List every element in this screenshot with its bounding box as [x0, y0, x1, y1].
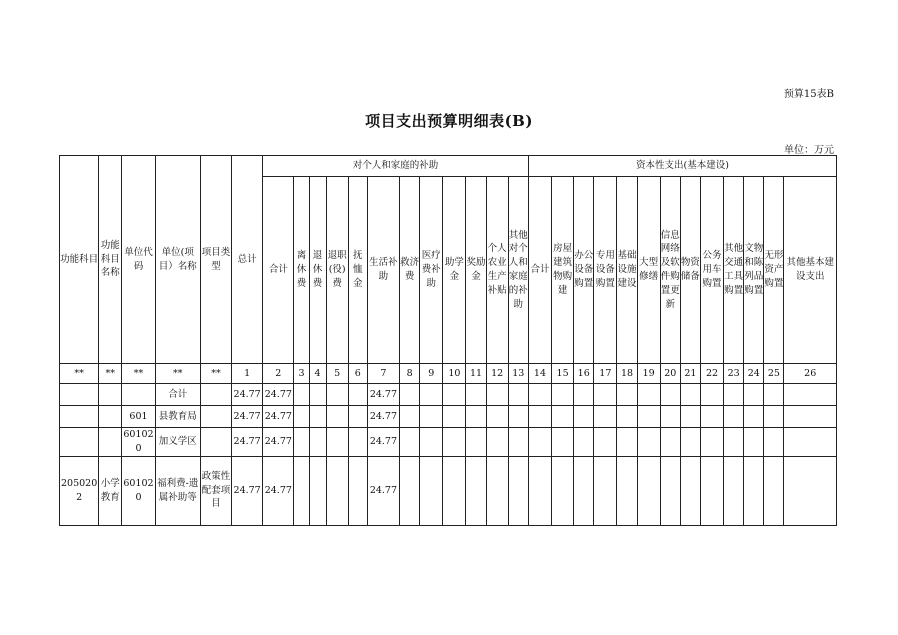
index-cell: **	[122, 364, 155, 384]
index-cell: 10	[443, 364, 466, 384]
index-cell: **	[99, 364, 122, 384]
cell-empty	[784, 428, 837, 457]
cell-p-total: 24.77	[263, 456, 294, 525]
cell-empty	[574, 406, 594, 428]
index-cell: 8	[400, 364, 420, 384]
header-p5: 生活补助	[367, 177, 399, 364]
cell-empty	[574, 456, 594, 525]
cell-empty	[744, 428, 764, 457]
index-cell: **	[155, 364, 200, 384]
cell-empty	[617, 406, 637, 428]
header-unit-code: 单位代码	[122, 156, 155, 364]
cell-func-name	[99, 406, 122, 428]
cell-empty	[528, 428, 551, 457]
header-c-total: 合计	[528, 177, 551, 364]
cell-empty	[326, 456, 348, 525]
index-cell: 12	[486, 364, 508, 384]
cell-empty	[594, 406, 617, 428]
cell-empty	[637, 406, 660, 428]
header-p11: 其他对个人和家庭的补助	[508, 177, 528, 364]
cell-empty	[443, 428, 466, 457]
cell-p5: 24.77	[367, 384, 399, 406]
cell-empty	[294, 428, 309, 457]
cell-empty	[594, 456, 617, 525]
cell-empty	[309, 384, 326, 406]
index-cell: 18	[617, 364, 637, 384]
table-row	[60, 456, 837, 525]
cell-empty	[508, 406, 528, 428]
index-cell: 1	[232, 364, 263, 384]
cell-empty	[617, 456, 637, 525]
index-cell: 23	[724, 364, 744, 384]
cell-unit-name: 福利费-遗属补助等	[155, 456, 200, 525]
cell-empty	[443, 406, 466, 428]
cell-empty	[744, 456, 764, 525]
index-cell: 22	[700, 364, 723, 384]
cell-empty	[764, 406, 784, 428]
header-unit-name: 单位(项目）名称	[155, 156, 200, 364]
cell-func-code	[60, 384, 99, 406]
header-proj-type: 项目类型	[200, 156, 231, 364]
header-func-name: 功能科目名称	[99, 156, 122, 364]
cell-empty	[400, 456, 420, 525]
cell-empty	[508, 384, 528, 406]
cell-total: 24.77	[232, 428, 263, 457]
cell-empty	[326, 384, 348, 406]
cell-empty	[660, 456, 680, 525]
cell-empty	[680, 384, 700, 406]
index-cell: 15	[552, 364, 574, 384]
cell-empty	[348, 428, 367, 457]
cell-empty	[574, 384, 594, 406]
index-cell: 20	[660, 364, 680, 384]
header-p6: 救济费	[400, 177, 420, 364]
cell-empty	[420, 456, 443, 525]
cell-func-name: 小学教育	[99, 456, 122, 525]
index-cell: 21	[680, 364, 700, 384]
header-p-total: 合计	[263, 177, 294, 364]
cell-empty	[784, 406, 837, 428]
index-cell: **	[200, 364, 231, 384]
index-cell: 16	[574, 364, 594, 384]
header-total: 总计	[232, 156, 263, 364]
header-func-code: 功能科目	[60, 156, 99, 364]
table-row	[60, 428, 837, 457]
cell-unit-name: 合计	[155, 384, 200, 406]
cell-empty	[660, 406, 680, 428]
header-c5: 大型修缮	[637, 177, 660, 364]
cell-empty	[400, 428, 420, 457]
header-c3: 专用设备购置	[594, 177, 617, 364]
page-title: 项目支出预算明细表(B)	[365, 112, 533, 130]
header-p7: 医疗费补助	[420, 177, 443, 364]
cell-proj-type	[200, 384, 231, 406]
header-group-personal: 对个人和家庭的补助	[263, 156, 529, 177]
index-cell: 9	[420, 364, 443, 384]
cell-empty	[420, 428, 443, 457]
index-cell: 26	[784, 364, 837, 384]
cell-empty	[486, 406, 508, 428]
cell-empty	[294, 384, 309, 406]
cell-p-total: 24.77	[263, 428, 294, 457]
cell-empty	[294, 406, 309, 428]
header-c8: 公务用车购置	[700, 177, 723, 364]
cell-empty	[466, 406, 486, 428]
index-row	[60, 364, 837, 384]
cell-empty	[764, 428, 784, 457]
cell-empty	[594, 384, 617, 406]
cell-func-name	[99, 428, 122, 457]
header-c9: 其他交通工具购置	[724, 177, 744, 364]
cell-proj-type	[200, 406, 231, 428]
cell-empty	[700, 428, 723, 457]
cell-empty	[637, 384, 660, 406]
cell-empty	[400, 406, 420, 428]
index-cell: 2	[263, 364, 294, 384]
cell-empty	[348, 406, 367, 428]
cell-p5: 24.77	[367, 428, 399, 457]
cell-p5: 24.77	[367, 406, 399, 428]
index-cell: 17	[594, 364, 617, 384]
header-c12: 其他基本建设支出	[784, 177, 837, 364]
cell-empty	[466, 456, 486, 525]
cell-empty	[443, 456, 466, 525]
cell-empty	[552, 384, 574, 406]
header-c11: 无形资产购置	[764, 177, 784, 364]
cell-empty	[700, 406, 723, 428]
cell-empty	[680, 456, 700, 525]
cell-empty	[400, 384, 420, 406]
cell-empty	[528, 456, 551, 525]
cell-unit-code: 601020	[122, 428, 155, 457]
cell-empty	[326, 428, 348, 457]
cell-empty	[660, 428, 680, 457]
cell-empty	[637, 456, 660, 525]
header-p2: 退休费	[309, 177, 326, 364]
cell-empty	[309, 406, 326, 428]
header-p9: 奖励金	[466, 177, 486, 364]
header-p1: 离休费	[294, 177, 309, 364]
index-cell: 14	[528, 364, 551, 384]
cell-empty	[660, 384, 680, 406]
cell-empty	[617, 384, 637, 406]
cell-total: 24.77	[232, 384, 263, 406]
header-p3: 退职(役)费	[326, 177, 348, 364]
cell-func-code	[60, 428, 99, 457]
cell-total: 24.77	[232, 406, 263, 428]
index-cell: 4	[309, 364, 326, 384]
cell-empty	[700, 384, 723, 406]
unit-label: 单位：万元	[784, 145, 834, 156]
index-cell: 13	[508, 364, 528, 384]
header-p4: 抚恤金	[348, 177, 367, 364]
cell-func-code: 2050202	[60, 456, 99, 525]
cell-empty	[326, 406, 348, 428]
table-row	[60, 384, 837, 406]
cell-empty	[744, 384, 764, 406]
index-cell: 5	[326, 364, 348, 384]
index-cell: 3	[294, 364, 309, 384]
header-c1: 房屋建筑物购建	[552, 177, 574, 364]
index-cell: 24	[744, 364, 764, 384]
index-cell: 19	[637, 364, 660, 384]
cell-empty	[552, 428, 574, 457]
cell-empty	[486, 428, 508, 457]
cell-empty	[420, 406, 443, 428]
header-p10: 个人农业生产补贴	[486, 177, 508, 364]
cell-unit-code	[122, 384, 155, 406]
cell-func-code	[60, 406, 99, 428]
cell-empty	[724, 428, 744, 457]
cell-unit-code: 601020	[122, 456, 155, 525]
index-cell: 6	[348, 364, 367, 384]
index-cell: 7	[367, 364, 399, 384]
cell-unit-name: 县教育局	[155, 406, 200, 428]
cell-empty	[724, 456, 744, 525]
cell-unit-name: 加义学区	[155, 428, 200, 457]
header-c7: 物资储备	[680, 177, 700, 364]
header-row-groups	[60, 156, 837, 177]
cell-empty	[574, 428, 594, 457]
cell-empty	[680, 428, 700, 457]
cell-unit-code: 601	[122, 406, 155, 428]
cell-p-total: 24.77	[263, 384, 294, 406]
header-c10: 文物和陈列品购置	[744, 177, 764, 364]
cell-empty	[486, 456, 508, 525]
cell-empty	[617, 428, 637, 457]
cell-empty	[784, 456, 837, 525]
cell-total: 24.77	[232, 456, 263, 525]
cell-empty	[443, 384, 466, 406]
cell-empty	[348, 384, 367, 406]
cell-empty	[508, 428, 528, 457]
table-row	[60, 406, 837, 428]
cell-empty	[528, 384, 551, 406]
cell-empty	[637, 428, 660, 457]
cell-empty	[724, 406, 744, 428]
cell-empty	[764, 456, 784, 525]
cell-empty	[744, 406, 764, 428]
index-cell: 25	[764, 364, 784, 384]
cell-empty	[680, 406, 700, 428]
cell-p5: 24.77	[367, 456, 399, 525]
cell-empty	[466, 428, 486, 457]
cell-empty	[420, 384, 443, 406]
cell-empty	[348, 456, 367, 525]
cell-proj-type	[200, 428, 231, 457]
cell-empty	[552, 456, 574, 525]
cell-func-name	[99, 384, 122, 406]
cell-empty	[486, 384, 508, 406]
header-group-capital: 资本性支出(基本建设)	[528, 156, 836, 177]
cell-empty	[508, 456, 528, 525]
cell-empty	[309, 428, 326, 457]
cell-empty	[784, 384, 837, 406]
cell-p-total: 24.77	[263, 406, 294, 428]
cell-empty	[528, 406, 551, 428]
cell-empty	[764, 384, 784, 406]
cell-empty	[594, 428, 617, 457]
cell-empty	[552, 406, 574, 428]
cell-empty	[700, 456, 723, 525]
cell-empty	[309, 456, 326, 525]
header-c2: 办公设备购置	[574, 177, 594, 364]
cell-empty	[294, 456, 309, 525]
header-p8: 助学金	[443, 177, 466, 364]
cell-proj-type: 政策性配套项目	[200, 456, 231, 525]
header-c4: 基础设施建设	[617, 177, 637, 364]
cell-empty	[466, 384, 486, 406]
budget-table	[59, 155, 837, 526]
index-cell: 11	[466, 364, 486, 384]
index-cell: **	[60, 364, 99, 384]
cell-empty	[724, 384, 744, 406]
table-number-tag: 预算15表B	[783, 89, 834, 100]
header-c6: 信息网络及软件购置更新	[660, 177, 680, 364]
